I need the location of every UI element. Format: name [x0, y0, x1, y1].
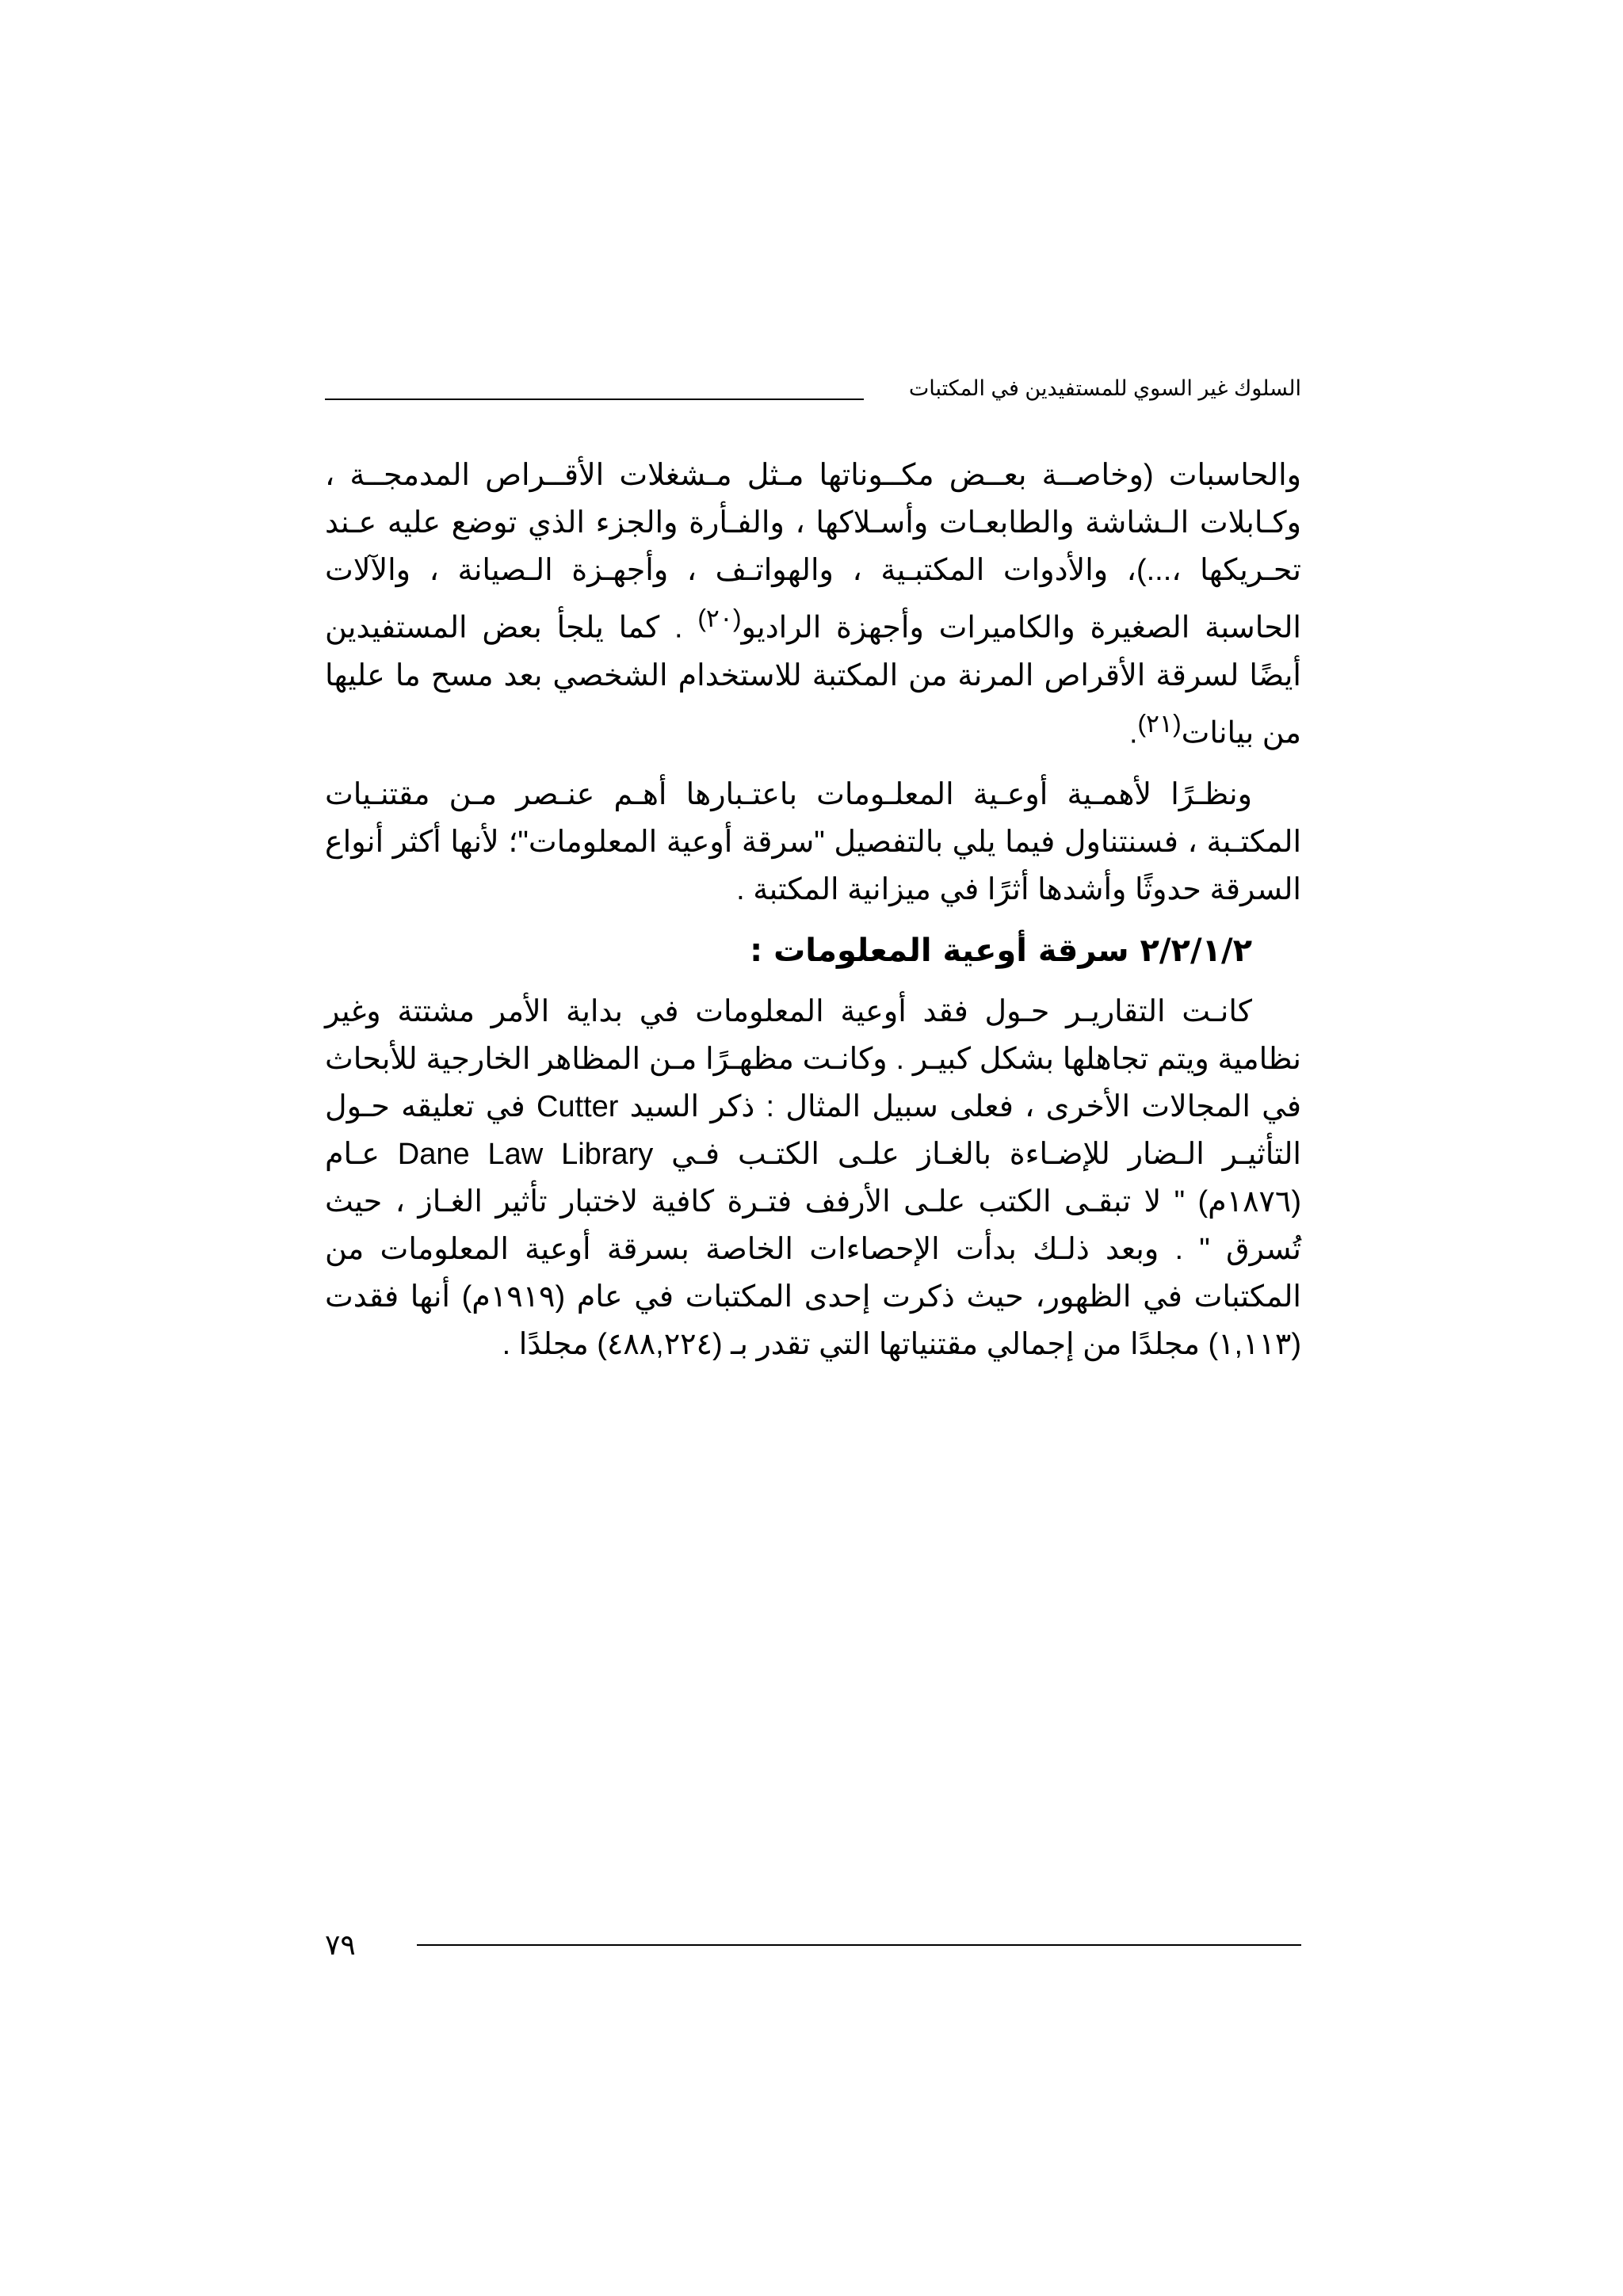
body-text — [325, 452, 1301, 1368]
running-header — [325, 372, 1301, 412]
page-footer — [325, 1925, 1301, 1973]
paragraph-3: كانـت التقاريـر حـول فقد أوعية المعلومات في بداية الأمر مشتتة وغير نظامية ويتم تجاهلها بشكل كبيـر . وكانـت مظهـرًا مـن المظاهر الخارجية للأبحاث في المجالات الأخرى ، فعلى سبيل المثال : ذكر السيد Cutter في تعليقه حـول التأثيـر الـضار للإضـاءة بالغـاز علـى الكتـب فـي Dane Law Library عـام (١٨٧٦م) " لا تبقـى الكتب علـى الأرفف فتـرة كافية لاختبار تأثير الغـاز ، حيث تُسرق " . وبعد ذلـك بدأت الإحصاءات الخاصة بسرقة أوعية المعلومات من المكتبات في الظهور، حيث ذكرت إحدى المكتبات في عام (١٩١٩م) أنها فقدت (١,١١٣) مجلدًا من إجمالي مقتنياتها التي تقدر بـ (٤٨٨,٢٢٤) مجلدًا . — [325, 995, 1301, 1362]
footer-rule — [417, 1944, 1301, 1946]
paragraph-1-text-a: والحاسبات (وخاصــة بعــض مكــوناتها مـثل مـشغلات الأقــراص المدمجــة ، وكـابلات الـشاشة والطابعـات وأسـلاكها ، والفـأرة والجزء الذي توضع عليه عـند تحـريكها ،...)، والأدوات المكتبـية ، والهواتـف ، وأجهـزة الـصيانة ، والآلات الحاسبة الصغيرة والكاميرات وأجهزة الراديو — [325, 459, 1301, 645]
paragraph-1-text-b: . كما يلجأ بعض المستفيدين أيضًا لسرقة الأقراص المرنة من المكتبة للاستخدام الشخصي بعد مسح ما عليها من بيانات — [325, 611, 1301, 750]
footnote-ref-21: (٢١) — [1137, 708, 1182, 738]
paragraph-2: ونظـرًا لأهمـية أوعـية المعلـومات باعتـبارها أهـم عنـصر مـن مقتنـيات المكتـبة ، فسنتناول فيما يلي بالتفصيل "سرقة أوعية المعلومات"؛ لأنها أكثر أنواع السرقة حدوثًا وأشدها أثرًا في ميزانية المكتبة . — [325, 778, 1301, 907]
running-header-title: السلوك غير السوي للمستفيدين في المكتبات — [908, 376, 1301, 400]
paragraph-1-end: . — [1128, 716, 1138, 750]
paragraph-1 — [325, 452, 1301, 757]
footnote-ref-20: (٢٠) — [697, 604, 742, 632]
header-rule — [325, 399, 864, 400]
section-heading: ٢/٢/١/٢ سرقة أوعية المعلومات : — [750, 933, 1252, 970]
page-number: ٧٩ — [325, 1928, 356, 1961]
